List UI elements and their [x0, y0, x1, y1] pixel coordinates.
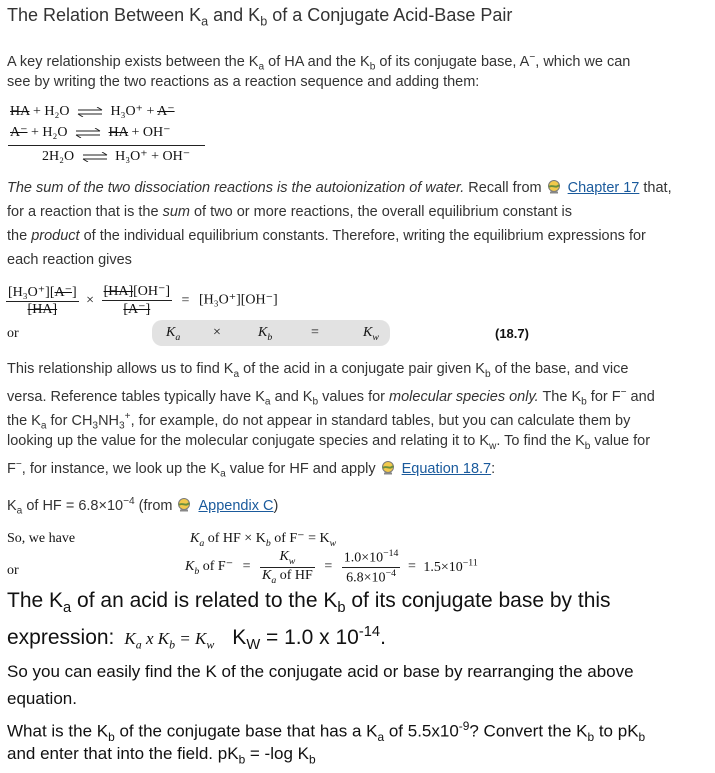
para3-line-5: F−, for instance, we look up the $K_a$ value for HF and apply Equation 18.7:: [7, 459, 496, 480]
kb-calculation: $K_b$ of F⁻ = $\frac{K_w}{K_a of HF}$ = $\frac{1.0\times 10^{-14}}{6.8\times 10^{-4}}$ = $1.5\times 10^{-11}$: [185, 548, 478, 586]
para2-line-2: for a reaction that is the sum of two or more reactions, the overall equilibrium constant is: [7, 204, 572, 220]
ka-symbol: $K_a$: [166, 325, 181, 343]
equation-number: (18.7): [495, 326, 529, 341]
para3-line-3: the $K_a$ for $CH_3NH_3^+$, for example, do not appear in standard tables, but you can calculate them by: [7, 411, 631, 432]
expression-line: expression: $K_a$ x $K_b = K_w$ $K_W = 1.0$ x $10^{-14}$.: [7, 624, 386, 654]
equilibrium-arrow-icon: [77, 107, 103, 117]
sum-rule: [8, 145, 205, 146]
equals-symbol: =: [311, 325, 319, 340]
question-line-2: and enter that into the field. $pK_b = -\log$ $K_b$: [7, 744, 316, 767]
para2-line-1: The sum of the two dissociation reactions is the autoionization of water. Recall from Chapter 17 that,: [7, 180, 672, 196]
so-we-have-label: So, we have: [7, 531, 76, 546]
para3-line-2: versa. Reference tables typically have $K_a$ and $K_b$ values for molecular species only. The $K_b$ for F− and: [7, 387, 655, 408]
equilibrium-expression: $\frac{\text{[H₃O⁺][A⁻]}}{[HA]}$ × $\frac{[HA][OH^-]}{[A^-]}$ = [H₃O⁺][OH⁻]: [8, 284, 278, 317]
para3-line-4: looking up the value for the molecular conjugate species and relating it to $K_w$. To find the $K_b$ value for: [7, 433, 651, 452]
reaction-1: HA + H₂O H₃O⁺ + A⁻: [10, 104, 175, 119]
equilibrium-arrow-icon: [75, 128, 101, 138]
rearrange-note-line-1: So you can easily find the K of the conjugate acid or base by rearranging the above: [7, 662, 634, 681]
rearrange-note-line-2: equation.: [7, 689, 77, 708]
kb-symbol: $K_b$: [258, 325, 273, 343]
chapter-17-link[interactable]: Chapter 17: [567, 180, 640, 196]
fraction-kb: $\frac{[HA][OH^-]}{[A^-]}$: [103, 284, 171, 317]
or-label-2: or: [7, 563, 19, 578]
para3-line-1: This relationship allows us to find $K_a$ of the acid in a conjugate pair given $K_b$ of the base, and vice: [7, 361, 629, 380]
intro-line-1: A key relationship exists between the $K_a$ of HA and the $K_b$ of its conjugate base, A−, which we can: [7, 52, 631, 73]
globe-link-icon: [380, 461, 396, 475]
page-title: The Relation Between $K_a$ and $K_b$ of a Conjugate Acid-Base Pair: [7, 5, 513, 29]
equilibrium-arrow-icon: [82, 152, 108, 162]
reaction-2: A⁻ + H₂O HA + OH⁻: [10, 125, 171, 140]
or-label: or: [7, 326, 19, 341]
ka-kb-kw-relation: $K_a$ of HF × $K_b$ of $F^- = K_w$: [190, 531, 337, 549]
fraction-ka: $\frac{\text{[H₃O⁺][A⁻]}}{[HA]}$: [8, 284, 77, 317]
appendix-c-link[interactable]: Appendix C: [198, 497, 274, 514]
globe-link-icon: [176, 498, 192, 512]
ka-of-hf-line: $K_a$ of HF = $6.8\times 10^{-4}$ (from Appendix C): [7, 496, 279, 517]
times-symbol: ×: [213, 325, 221, 340]
equation-18-7-link[interactable]: Equation 18.7: [401, 460, 492, 477]
kw-symbol: $K_w$: [363, 325, 379, 343]
ka-kb-relation-heading: The $K_a$ of an acid is related to the $K_b$ of its conjugate base by this: [7, 589, 611, 617]
question-line-1: What is the $K_b$ of the conjugate base that has a $K_a$ of $5.5x10^{-9}$? Convert the $K_b$ to $pK_b$: [7, 719, 646, 745]
reaction-sum: 2H₂O H₃O⁺ + OH⁻: [42, 149, 191, 164]
para2-line-4: each reaction gives: [7, 252, 132, 268]
intro-line-2: see by writing the two reactions as a reaction sequence and adding them:: [7, 74, 480, 90]
globe-link-icon: [546, 180, 562, 194]
para2-line-3: the product of the individual equilibrium constants. Therefore, writing the equilibrium expressions for: [7, 228, 646, 244]
